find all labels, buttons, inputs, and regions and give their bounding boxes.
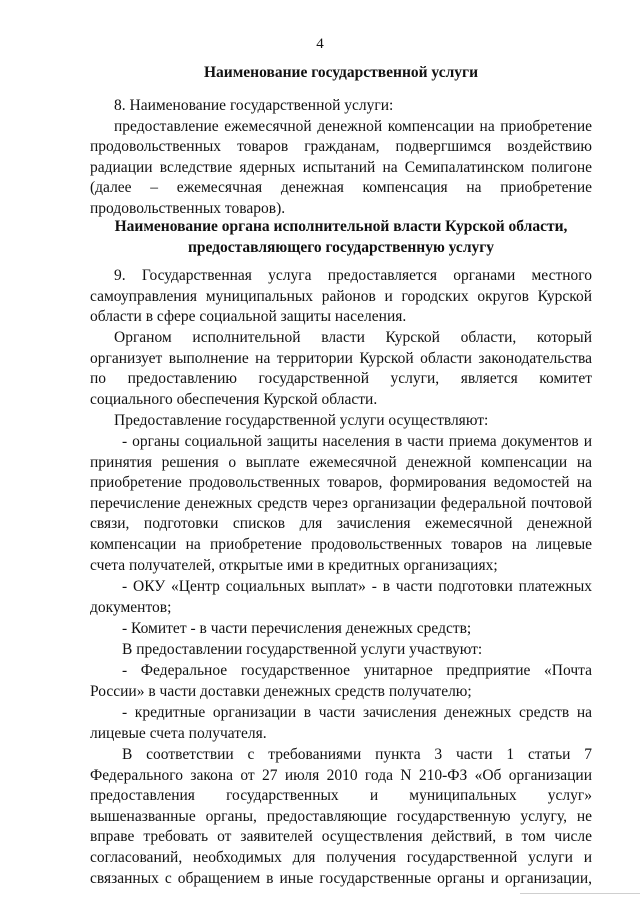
paragraph-line: согласований, необходимых для получения государственной услуги и bbox=[90, 848, 592, 866]
paragraph-line: радиации вследствие ядерных испытаний на Семипалатинском полигоне bbox=[90, 158, 592, 176]
paragraph-committee bbox=[90, 619, 592, 640]
paragraph-line: В соответствии с требованиями пункта 3 части 1 статьи 7 bbox=[122, 746, 592, 763]
paragraph-line: организует выполнение на территории Курской области законодательства bbox=[90, 349, 592, 367]
scan-edge-mark bbox=[520, 893, 640, 894]
paragraph-line: по предоставлению государственной услуги, является комитет bbox=[90, 370, 592, 388]
paragraph-line: перечисление денежных средств через организации федеральной почтовой bbox=[90, 494, 592, 512]
page-number: 4 bbox=[316, 36, 324, 52]
paragraph-participate bbox=[90, 640, 592, 661]
paragraph-line: 8. Наименование государственной услуги: bbox=[114, 97, 394, 114]
paragraph-line: Федерального закона от 27 июля 2010 года N 210-ФЗ «Об организации bbox=[90, 766, 592, 784]
paragraph-line: вышеназванные органы, предоставляющие государственную услугу, не bbox=[90, 807, 592, 825]
paragraph-line: (далее – ежемесячная денежная компенсация на приобретение bbox=[90, 179, 592, 197]
paragraph-line: предоставления государственных и муниципальных услуг» bbox=[90, 787, 592, 805]
paragraph-post bbox=[90, 661, 592, 702]
paragraph-line: связанных с обращением в иные государственные органы и организации, bbox=[90, 869, 592, 887]
paragraph-oku bbox=[90, 577, 592, 618]
paragraph-law bbox=[90, 745, 592, 889]
paragraph-line: продовольственных товаров гражданам, подвергшимся воздействию bbox=[90, 138, 592, 156]
paragraph-line: социального обеспечения Курской области. bbox=[90, 390, 378, 408]
paragraph-organ bbox=[90, 328, 592, 410]
paragraph-line: компенсации на приобретение продовольственных товаров на лицевые bbox=[90, 535, 592, 553]
paragraph-line: самоуправления муниципальных районов и городских округов Курской bbox=[90, 287, 592, 305]
paragraph-line: лицевые счета получателя. bbox=[90, 724, 267, 742]
paragraph-bodies bbox=[90, 432, 592, 576]
paragraph-line: России» в части доставки денежных средств получателю; bbox=[90, 682, 472, 700]
paragraph-line: приобретение продовольственных товаров, формирования ведомостей на bbox=[90, 474, 592, 492]
paragraph-line: Предоставление государственной услуги осуществляют: bbox=[114, 412, 489, 429]
heading-line: Наименование органа исполнительной власти Курской области, bbox=[114, 218, 568, 235]
paragraph-line: области в сфере социальной защиты населения. bbox=[90, 308, 407, 326]
heading-line: предоставляющего государственную услугу bbox=[187, 239, 495, 256]
paragraph-line: - Федеральное государственное унитарное предприятие «Почта bbox=[122, 662, 592, 679]
paragraph-line: предоставление ежемесячной денежной компенсации на приобретение bbox=[114, 117, 592, 135]
paragraph-line: принятия решения о выплате ежемесячной денежной компенсации на bbox=[90, 453, 592, 471]
paragraph-line: вправе требовать от заявителей осуществления действий, в том числе bbox=[90, 828, 592, 846]
paragraph-9 bbox=[90, 266, 592, 328]
paragraph-provision bbox=[90, 411, 592, 432]
paragraph-line: документов; bbox=[90, 598, 172, 616]
paragraph-line: - ОКУ «Центр социальных выплат» - в части подготовки платежных bbox=[122, 578, 592, 595]
paragraph-line: В предоставлении государственной услуги участвуют: bbox=[122, 641, 483, 658]
paragraph-line: - Комитет - в части перечисления денежных средств; bbox=[122, 620, 472, 637]
paragraph-line: связи, подготовки списков для зачисления ежемесячной денежной bbox=[90, 515, 592, 533]
paragraph-line: - органы социальной защиты населения в части приема документов и bbox=[122, 433, 592, 450]
paragraph-line: продовольственных товаров). bbox=[90, 199, 286, 217]
paragraph-line: - кредитные организации в части зачисления денежных средств на bbox=[122, 704, 592, 721]
paragraph-line: 9. Государственная услуга предоставляется органами местного bbox=[114, 267, 592, 284]
section-heading-service-name: Наименование государственной услуги bbox=[204, 64, 478, 81]
paragraph-credit bbox=[90, 703, 592, 744]
paragraph-8 bbox=[90, 96, 592, 220]
paragraph-line: Органом исполнительной власти Курской области, который bbox=[114, 329, 592, 346]
section-heading-authority bbox=[90, 216, 592, 258]
paragraph-line: счета получателей, открытые ими в кредитных организациях; bbox=[90, 556, 498, 574]
